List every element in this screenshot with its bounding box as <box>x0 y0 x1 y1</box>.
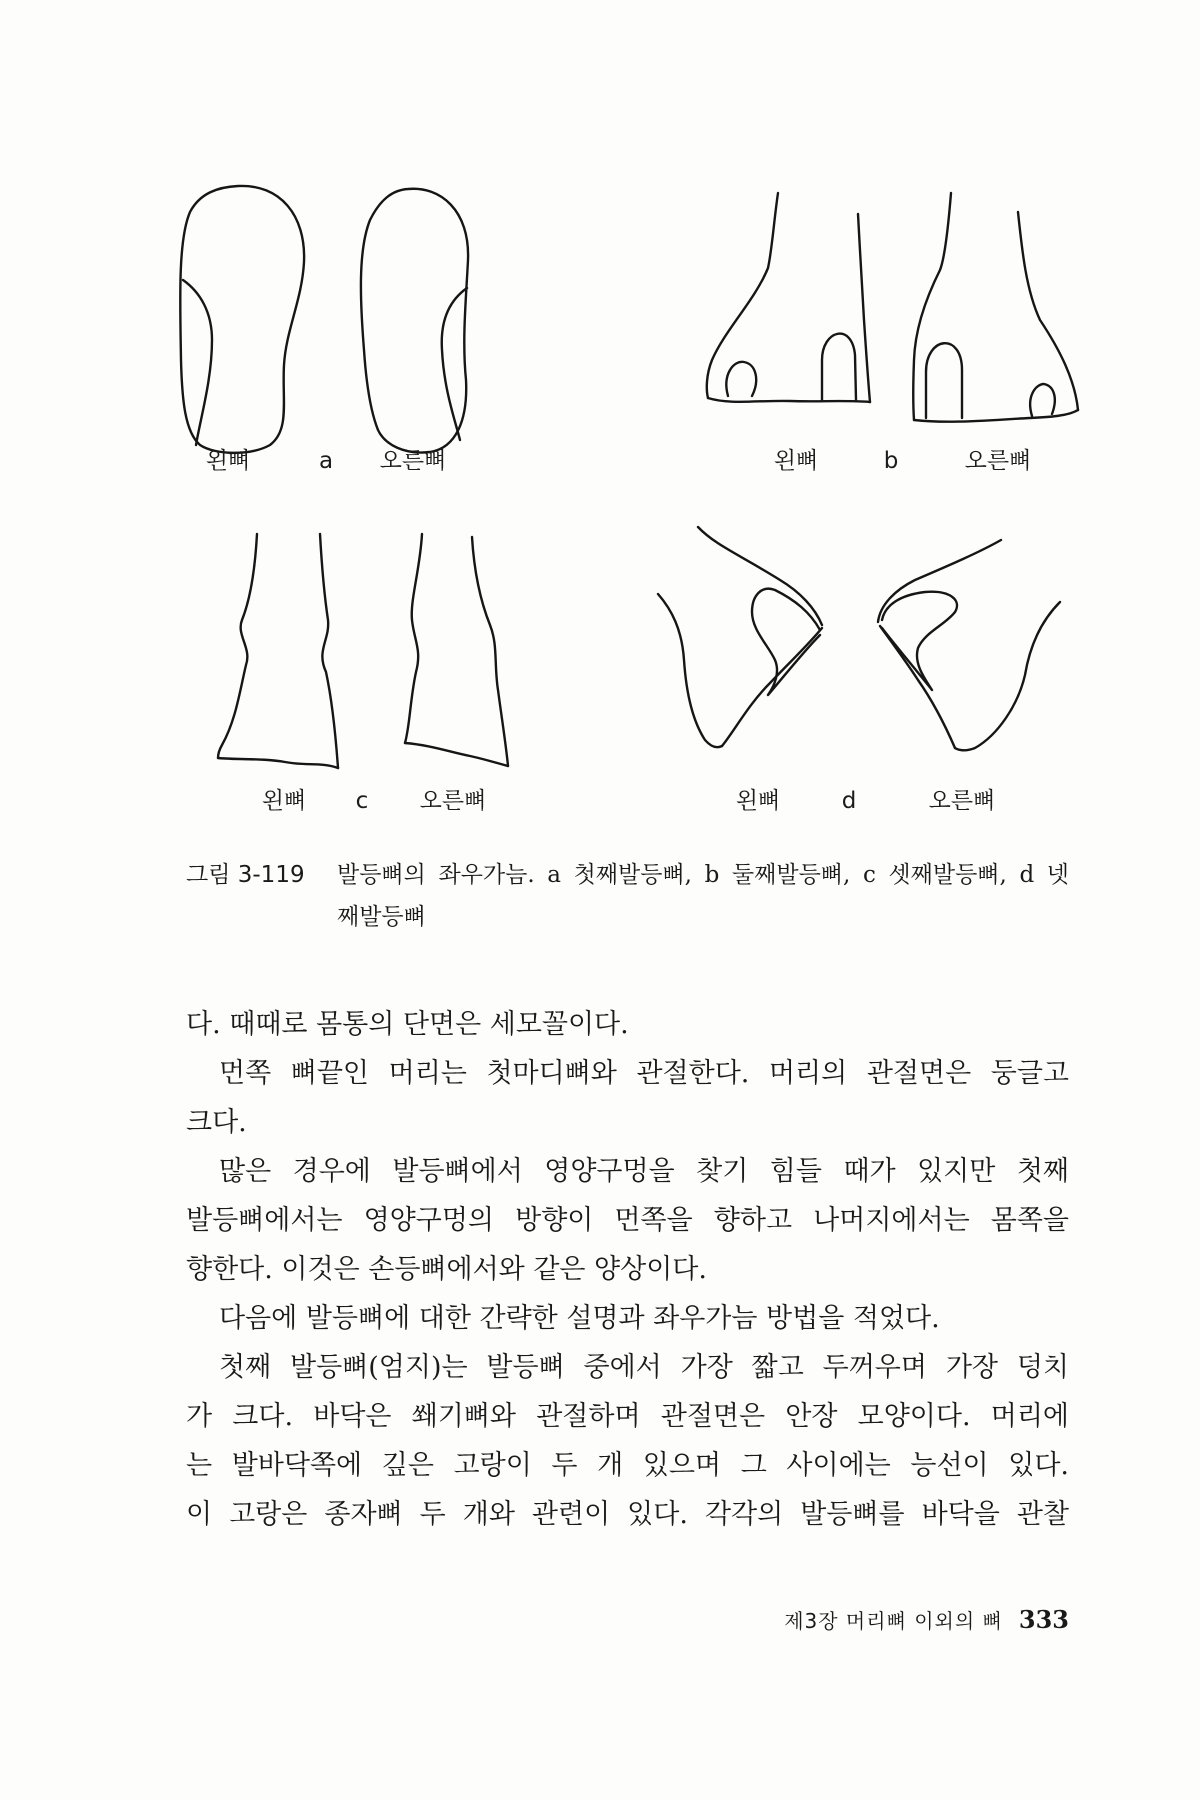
panel-b-left-bone-base <box>708 398 870 402</box>
panel-b-right-bone-medial-edge <box>913 193 951 420</box>
panel-c-letter: c <box>355 788 369 814</box>
body-line: 많은 경우에 발등뼈에서 영양구멍을 찾기 힘들 때가 있지만 첫째 <box>219 1156 1069 1187</box>
body-line: 발등뼈에서는 영양구멍의 방향이 먼쪽을 향하고 나머지에서는 몸쪽을 <box>186 1205 1069 1236</box>
page-number: 333 <box>1018 1605 1069 1634</box>
panel-d-left-label: 왼뼈 <box>735 788 781 814</box>
panel-c-left-bone-base <box>218 758 338 768</box>
panel-d-right-bone-top-edge <box>878 540 1001 622</box>
body-text <box>186 1000 1069 1539</box>
panel-d-right-bone-facet <box>882 592 957 690</box>
panel-b-left-label: 왼뼈 <box>773 448 819 474</box>
panel-c-left-bone-edge-1 <box>218 534 257 758</box>
panel-d-drawing <box>658 527 1060 750</box>
caption-line: 째발등뼈 <box>337 904 426 930</box>
panel-c-drawing <box>218 534 508 768</box>
panel-b-drawing <box>707 193 1078 422</box>
body-line: 첫째 발등뼈(엄지)는 발등뼈 중에서 가장 짧고 두꺼우며 가장 덩치 <box>219 1352 1069 1383</box>
panel-d-right-label: 오른뼈 <box>928 788 996 814</box>
panel-b-left-bone-arch <box>822 334 856 400</box>
body-line: 크다. <box>186 1107 247 1138</box>
panel-b-left-bone-knob <box>726 362 756 396</box>
panel-b-right-bone-lateral-edge <box>1018 212 1078 410</box>
page-footer <box>784 1604 1069 1639</box>
panel-a-drawing <box>180 186 468 453</box>
panel-c-right-bone-base <box>405 743 508 766</box>
running-head: 제3장 머리뼈 이외의 뼈 <box>784 1609 1003 1633</box>
body-line: 먼쪽 뼈끝인 머리는 첫마디뼈와 관절한다. 머리의 관절면은 둥글고 <box>219 1058 1069 1089</box>
panel-d-letter: d <box>841 788 857 814</box>
panel-c-left-bone-edge-2 <box>320 534 338 768</box>
body-line: 는 발바닥쪽에 깊은 고랑이 두 개 있으며 그 사이에는 능선이 있다. <box>186 1450 1069 1481</box>
panel-d-right-bone-lower-edge <box>880 626 955 748</box>
body-line: 향한다. 이것은 손등뼈에서와 같은 양상이다. <box>186 1254 707 1285</box>
panel-b-letter: b <box>883 448 899 474</box>
body-line: 가 크다. 바닥은 쐐기뼈와 관절하며 관절면은 안장 모양이다. 머리에 <box>186 1401 1069 1432</box>
panel-b-left-bone-lateral-edge <box>858 214 870 402</box>
panel-a-right-label: 오른뼈 <box>379 448 447 474</box>
figure-caption <box>337 854 1069 938</box>
panel-b-right-bone-arch <box>926 343 962 418</box>
panel-d-right-bone-side-edge <box>955 602 1060 750</box>
body-line: 다. 때때로 몸통의 단면은 세모꼴이다. <box>186 1009 629 1040</box>
body-line: 다음에 발등뼈에 대한 간략한 설명과 좌우가늠 방법을 적었다. <box>219 1303 940 1334</box>
panel-c-left-label: 왼뼈 <box>261 788 307 814</box>
panel-d-left-bone-side-edge <box>658 594 722 747</box>
panel-b-right-label: 오른뼈 <box>964 448 1032 474</box>
caption-line: 발등뼈의 좌우가늠. a 첫째발등뼈, b 둘째발등뼈, c 셋째발등뼈, d 넷 <box>337 862 1069 888</box>
panel-a-left-bone-outline <box>180 186 304 453</box>
panel-b-left-bone-medial-edge <box>707 193 778 398</box>
panel-a-letter: a <box>318 448 334 474</box>
panel-c-right-label: 오른뼈 <box>419 788 487 814</box>
metatarsal-figure <box>0 0 1200 800</box>
panel-b-right-bone-knob <box>1030 384 1055 416</box>
panel-c-right-bone-edge-1 <box>405 534 422 743</box>
panel-a-left-label: 왼뼈 <box>205 448 251 474</box>
body-line: 이 고랑은 종자뼈 두 개와 관련이 있다. 각각의 발등뼈를 바닥을 관찰 <box>186 1499 1069 1530</box>
figure-number: 그림 3-119 <box>186 862 305 888</box>
panel-c-right-bone-edge-2 <box>472 537 508 766</box>
